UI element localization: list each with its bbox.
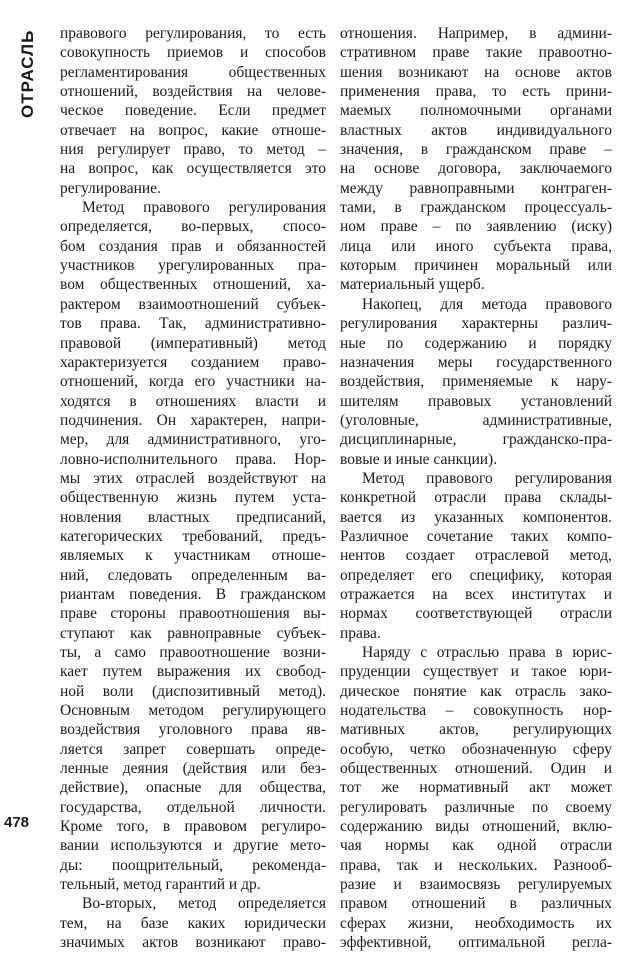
text-line: участников урегулированных пра- <box>60 257 326 275</box>
text-line: применения права, то есть прини- <box>340 83 612 101</box>
text-line: отвечает на вопрос, какие отноше- <box>60 121 326 139</box>
text-line: сферах жизни, необходимость их <box>340 914 612 932</box>
text-line: вовые и иные санкции). <box>340 450 498 468</box>
text-line: стративном праве такие правоотно- <box>340 44 612 62</box>
text-line: нодательства – совокупность нор- <box>340 702 612 720</box>
text-line: назначения меры государственного <box>340 353 612 371</box>
text-line: особую, четко обозначенную сферу <box>340 740 612 758</box>
text-line: чая нормы как одной отрасли <box>340 837 612 855</box>
text-line: определяется, во-первых, спосо- <box>60 218 326 236</box>
text-line: властных актов индивидуального <box>340 121 612 139</box>
text-line: являемых к участникам отноше- <box>60 547 326 565</box>
text-line: отражается на всех институтах и <box>340 585 612 603</box>
text-line: тот же нормативный акт может <box>340 779 612 797</box>
text-line: (уголовные, административные, <box>340 411 612 429</box>
text-line: мативных актов, регулирующих <box>340 721 612 739</box>
text-line: риантам поведения. В гражданском <box>60 585 326 603</box>
text-line: регулирование. <box>60 179 161 197</box>
text-line: ний, следовать определенным ва- <box>60 566 326 584</box>
text-line: содержанию виды отношений, вклю- <box>340 818 612 836</box>
section-side-label: ОТРАСЛЬ <box>18 29 37 118</box>
text-line: дисциплинарные, гражданско-пра- <box>340 431 612 449</box>
text-line: действие), опасные для общества, <box>60 779 326 797</box>
text-line: тельный, метод гарантий и др. <box>60 876 261 894</box>
text-line: воздействия, применяемые к нару- <box>340 373 612 391</box>
text-line: ной воли (диспозитивный метод). <box>60 682 326 700</box>
text-line: тов права. Так, административно- <box>60 315 326 333</box>
text-line: нормах соответствующей отрасли <box>340 605 612 623</box>
text-line: Во-вторых, метод определяется <box>82 895 326 913</box>
text-line: права. <box>340 624 381 642</box>
text-line: рактером взаимоотношений субъек- <box>60 295 326 313</box>
text-line: подчинения. Он характерен, напри- <box>60 411 326 429</box>
text-line: ния регулирует право, то метод – <box>60 141 326 159</box>
text-line: эффективной, оптимальной регла- <box>340 934 612 952</box>
text-line: ляется запрет совершать опреде- <box>60 740 326 758</box>
text-line: материальный ущерб. <box>340 276 485 294</box>
text-line: регламентирования общественных <box>60 63 326 81</box>
text-line: Кроме того, в правовом регулиро- <box>60 818 326 836</box>
text-line: общественную жизнь путем уста- <box>60 489 326 507</box>
text-line: маемых полномочными органами <box>340 102 612 120</box>
text-line: отношений, когда его участники на- <box>60 373 326 391</box>
text-line: ступают как равноправные субъек- <box>60 624 326 642</box>
text-line: общественных отношений. Один и <box>340 760 612 778</box>
text-line: бом создания прав и обязанностей <box>60 237 326 255</box>
page-number: 478 <box>4 814 30 831</box>
text-line: ленные деяния (действия или без- <box>60 760 326 778</box>
text-line: правом отношений в различных <box>340 895 612 913</box>
text-line: ные по содержанию и порядку <box>340 334 612 352</box>
text-line: ловно-исполнительного права. Нор- <box>60 450 326 468</box>
text-column-right <box>340 24 612 953</box>
text-line: вом общественных отношений, ха- <box>60 276 326 294</box>
text-line: на основе договора, заключаемого <box>340 160 612 178</box>
text-line: кает путем выражения их свобод- <box>60 663 326 681</box>
text-line: регулирования характерны различ- <box>340 315 612 333</box>
text-line: лица или иного субъекта права, <box>340 237 612 255</box>
text-line: категорических требований, предъ- <box>60 527 326 545</box>
text-line: Наряду с отраслью права в юрис- <box>362 644 612 661</box>
text-line: праве стороны правоотношения вы- <box>60 605 326 623</box>
text-line: государства, отдельной личности. <box>60 798 326 816</box>
text-line: отношения. Например, в админи- <box>340 25 612 42</box>
text-line: права, так и нескольких. Разнооб- <box>340 856 612 874</box>
text-line: вается из указанных компонентов. <box>340 508 612 526</box>
text-line: конкретной отрасли права склады- <box>340 489 612 507</box>
text-line: воздействия уголовного права яв- <box>60 721 326 739</box>
text-line: Метод правового регулирования <box>82 199 326 217</box>
text-line: Метод правового регулирования <box>362 469 612 487</box>
text-line: определяет его специфику, которая <box>340 566 612 584</box>
text-line: Накопец, для метода правового <box>362 295 612 313</box>
text-line: между равноправными контраген- <box>340 179 612 197</box>
text-line: тами, в гражданском процессуаль- <box>340 199 612 217</box>
text-line: разие и взаимосвязь регулируемых <box>340 876 612 894</box>
text-line: нентов создает отраслевой метод, <box>340 547 612 565</box>
text-line: отношений, воздействия на челове- <box>60 83 326 101</box>
text-line: шения возникают на основе актов <box>340 63 612 81</box>
text-line: ческое поведение. Если предмет <box>60 102 326 120</box>
text-line: которым причинен моральный или <box>340 257 612 275</box>
text-line: правовой (императивный) метод <box>60 334 326 352</box>
text-line: Основным методом регулирующего <box>60 702 326 720</box>
text-line: ды: поощрительный, рекоменда- <box>60 856 326 874</box>
text-column-left <box>60 24 326 953</box>
text-line: тем, на базе каких юридически <box>60 914 326 932</box>
text-line: вании используются и другие мето- <box>60 837 326 855</box>
text-line: дическое понятие как отрасль зако- <box>340 682 612 700</box>
text-line: характеризуется созданием право- <box>60 353 326 371</box>
text-line: регулировать различные по своему <box>340 798 612 816</box>
text-line: мер, для административного, уго- <box>60 431 326 449</box>
text-line: значения, в гражданском праве – <box>340 141 612 159</box>
text-line: значимых актов возникают право- <box>60 934 326 952</box>
text-line: пруденции существует и такое юри- <box>340 663 612 681</box>
text-line: новления властных предписаний, <box>60 508 326 526</box>
text-line: Различное сочетание таких компо- <box>340 527 612 545</box>
text-line: ты, а само правоотношение возни- <box>60 644 326 661</box>
text-line: ходятся в отношениях власти и <box>60 392 326 410</box>
text-line: шителям правовых установлений <box>340 392 612 410</box>
text-line: правового регулирования, то есть <box>60 25 326 42</box>
text-line: ном праве – по заявлению (иску) <box>340 218 612 236</box>
text-line: мы этих отраслей воздействуют на <box>60 469 326 487</box>
text-line: на вопрос, как осуществляется это <box>60 160 326 178</box>
text-line: совокупность приемов и способов <box>60 44 326 62</box>
